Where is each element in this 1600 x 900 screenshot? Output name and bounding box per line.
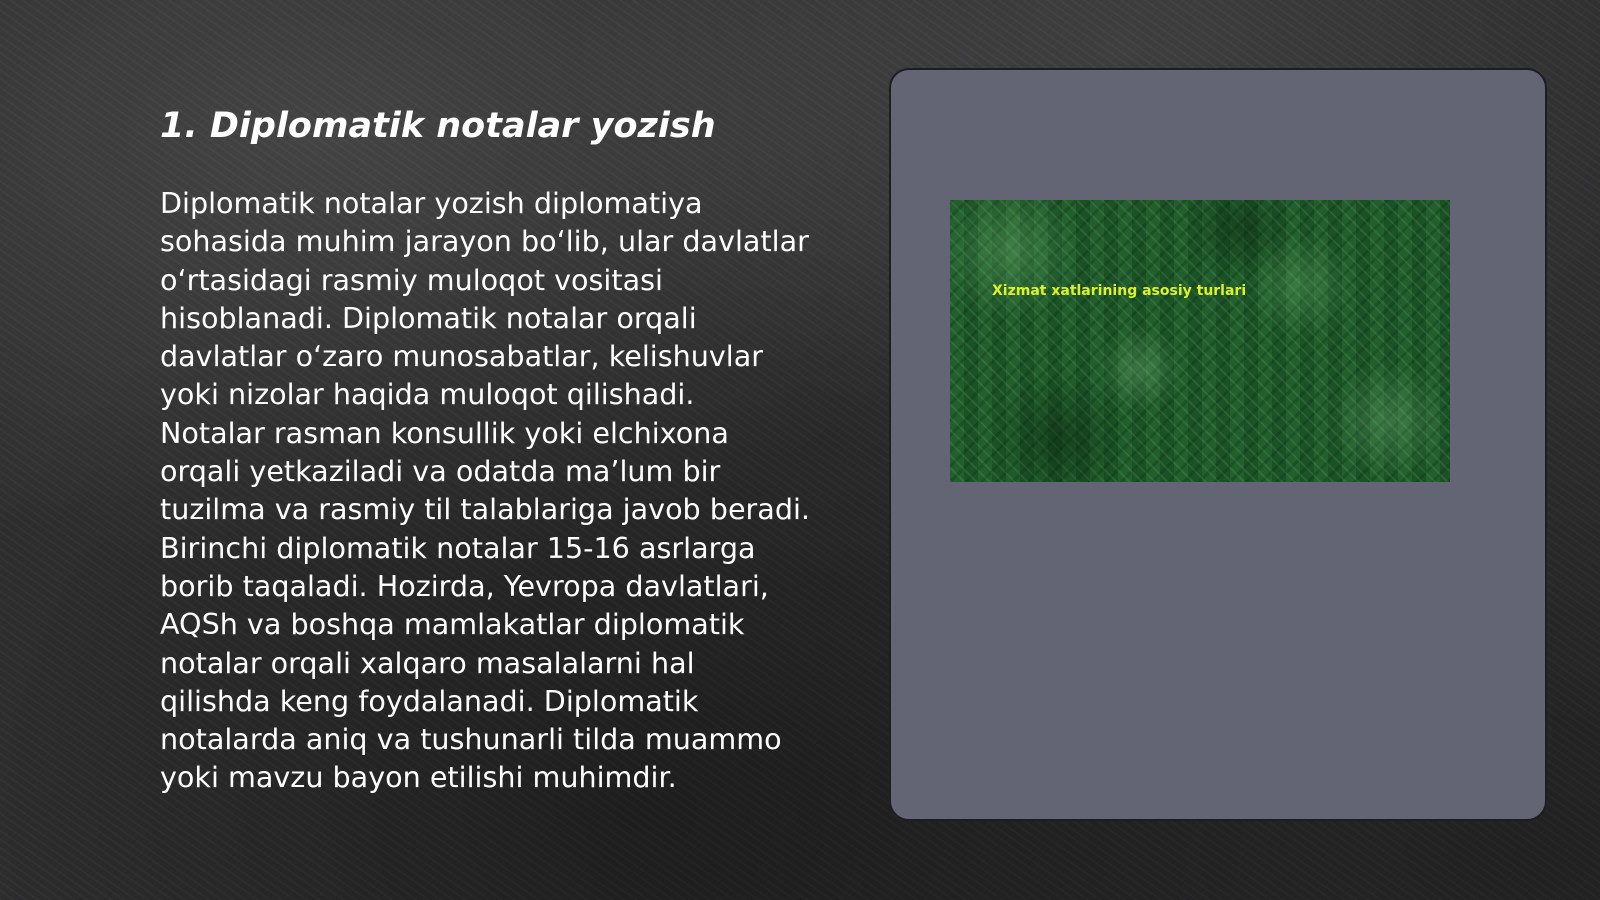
body-line: Birinchi diplomatik notalar 15-16 asrlarga	[160, 530, 756, 565]
slide-body-text	[160, 184, 845, 797]
body-line: Notalar rasman konsullik yoki elchixona	[160, 415, 729, 450]
body-line: sohasida muhim jarayon bo‘lib, ular davlatlar	[160, 224, 809, 259]
body-line: notalar orqali xalqaro masalalarni hal	[160, 645, 695, 680]
body-line: yoki nizolar haqida muloqot qilishadi.	[160, 377, 695, 412]
body-line: yoki mavzu bayon etilishi muhimdir.	[160, 760, 677, 795]
body-line: Diplomatik notalar yozish diplomatiya	[160, 186, 703, 220]
body-line: o‘rtasidagi rasmiy muloqot vositasi	[160, 262, 663, 297]
body-line: orqali yetkaziladi va odatda ma’lum bir	[160, 454, 721, 489]
body-line: tuzilma va rasmiy til talablariga javob beradi.	[160, 492, 811, 527]
slide-image	[950, 200, 1450, 482]
body-line: davlatlar o‘zaro munosabatlar, kelishuvlar	[160, 339, 764, 374]
body-line: notalarda aniq va tushunarli tilda muammo	[160, 722, 782, 757]
image-caption: Xizmat xatlarining asosiy turlari	[992, 283, 1247, 299]
body-line: AQSh va boshqa mamlakatlar diplomatik	[160, 607, 745, 642]
body-line: borib taqaladi. Hozirda, Yevropa davlatlari,	[160, 568, 769, 603]
slide-heading: 1. Diplomatik notalar yozish	[160, 106, 716, 146]
body-line: qilishda keng foydalanadi. Diplomatik	[160, 683, 699, 718]
body-line: hisoblanadi. Diplomatik notalar orqali	[160, 300, 697, 335]
